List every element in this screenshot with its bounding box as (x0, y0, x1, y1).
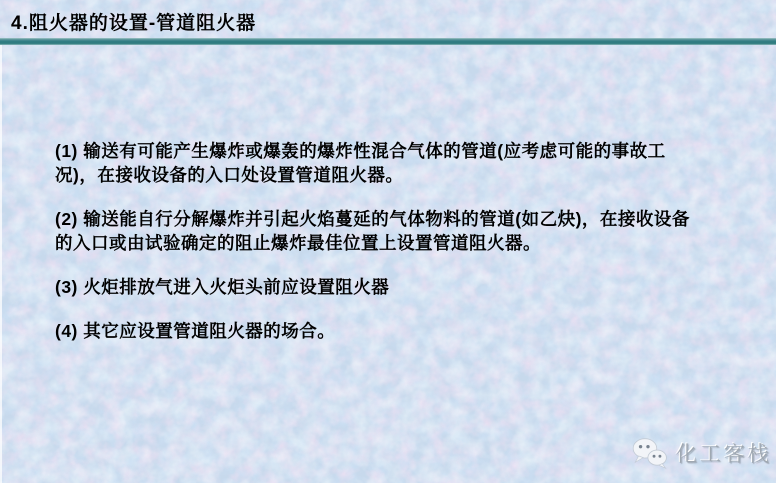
bullet-1-line-1: (1) 输送有可能产生爆炸或爆轰的爆炸性混合气体的管道(应考虑可能的事故工 (55, 141, 666, 161)
bullet-item-3 (55, 275, 755, 299)
bullet-item-1 (55, 139, 755, 187)
left-edge-highlight (0, 45, 2, 483)
bullet-item-4 (55, 319, 755, 343)
slide-body (55, 139, 755, 363)
bullet-2-line-1: (2) 输送能自行分解爆炸并引起火焰蔓延的气体物料的管道(如乙炔)，在接收设备 (55, 209, 690, 229)
bullet-4-line-1: (4) 其它应设置管道阻火器的场合。 (55, 321, 336, 341)
watermark (631, 436, 772, 470)
bullet-3-line-1: (3) 火炬排放气进入火炬头前应设置阻火器 (55, 277, 390, 297)
watermark-label: 化工客栈 (676, 443, 772, 466)
bullet-item-2 (55, 207, 755, 255)
title-divider-bar (0, 38, 776, 45)
bullet-2-line-2: 的入口或由试验确定的阻止爆炸最佳位置上设置管道阻火器。 (55, 233, 541, 253)
bullet-1-line-2: 况)，在接收设备的入口处设置管道阻火器。 (55, 165, 404, 185)
page-title: 4.阻火器的设置-管道阻火器 (11, 13, 257, 34)
wechat-icon (631, 437, 669, 469)
